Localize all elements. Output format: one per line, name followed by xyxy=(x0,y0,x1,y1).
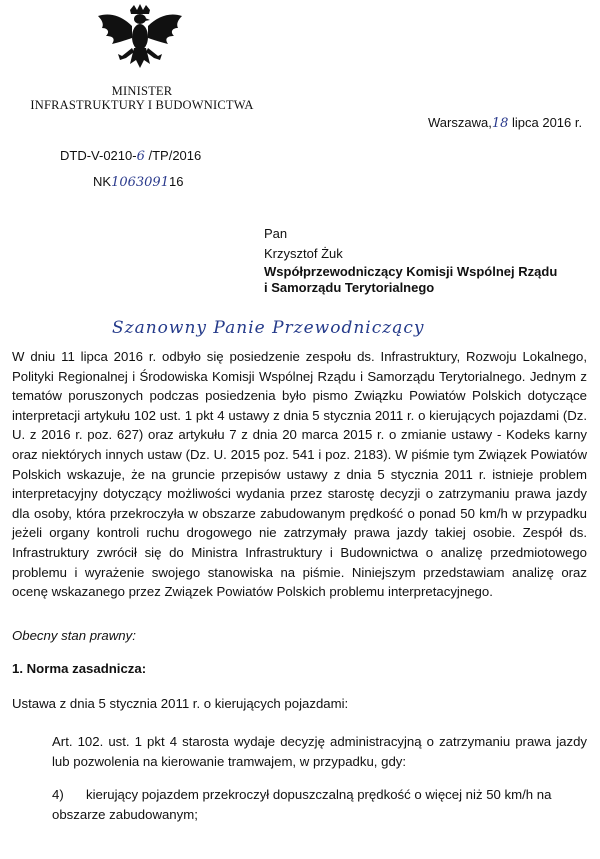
section-heading-1: 1. Norma zasadnicza: xyxy=(12,661,147,676)
nk-suffix: 16 xyxy=(168,174,184,189)
ministry-title: MINISTER xyxy=(111,84,173,98)
addressee-title-line2: i Samorządu Terytorialnego xyxy=(264,280,435,295)
act-line: Ustawa z dnia 5 stycznia 2011 r. o kierujących pojazdami: xyxy=(12,696,349,711)
handwritten-nk: 1063091 xyxy=(111,175,169,190)
article-text: Art. 102. ust. 1 pkt 4 starosta wydaje decyzję administracyjną o zatrzymaniu prawa jazdy lub pozwolenia na kierowanie tramwajem, w przypadku, gdy: xyxy=(52,734,587,769)
body-paragraph: W dniu 11 lipca 2016 r. odbyło się posiedzenie zespołu ds. Infrastruktury, Rozwoju Lokalnego, Polityki Regionalnej i Środowiska Komisji Wspólnej Rządu i Samorządu Terytorialnego. Jednym z tematów poruszonych podczas posiedzenia było pismo Związku Powiatów Polskich dotyczące interpretacji artykułu 102 ust. 1 pkt 4 ustawy z dnia 5 stycznia 2011 r. o kierujących pojazdami (Dz. U. z 2016 r. poz. 627) oraz artykułu 7 z dnia 20 marca 2015 r. o zmianie ustawy - Kodeks karny oraz niektórych innych ustaw (Dz. U. 2015 poz. 541 i poz. 2183). W piśmie tym Związek Powiatów Polskich wskazuje, że na gruncie przepisów ustawy z dnia 5 stycznia 2011 r. istnieje problem interpretacyjny dotyczący możliwości wydania przez starostę decyzji o zatrzymaniu prawa jazdy dla osoby, która przekroczyła w obszarze zabudowanym prędkość o ponad 50 km/h w przypadku jeżeli organy kontroli ruchu drogowego nie zatrzymały prawa jazdy takiej osobie. Zespół ds. Infrastruktury zwrócił się do Ministra Infrastruktury i Budownictwa o analizę przedmiotowego problemu i wyrażenie swojego stanowiska na piśmie. Niniejszym przedstawiam analizę oraz ocenę wskazanego przez Związek Powiatów Polskich problemu interpretacyjnego. xyxy=(12,349,587,600)
nk-prefix: NK xyxy=(93,174,112,189)
ministry-header xyxy=(22,84,262,112)
place-date xyxy=(428,115,582,131)
nk-number xyxy=(93,174,183,190)
ref-suffix: /TP/2016 xyxy=(148,148,202,163)
handwritten-ref: 6 xyxy=(136,149,145,164)
section-current-law: Obecny stan prawny: xyxy=(12,628,136,643)
ref-prefix: DTD-V-0210- xyxy=(60,148,137,163)
eagle-emblem-icon xyxy=(92,4,188,82)
addressee-title-line1: Współprzewodniczący Komisji Wspólnej Rządu xyxy=(264,264,558,279)
place: Warszawa, xyxy=(428,115,492,130)
addressee-title xyxy=(264,264,557,296)
addressee-salutation: Pan xyxy=(264,226,288,241)
list-item xyxy=(52,785,587,824)
date-rest: lipca 2016 r. xyxy=(511,115,583,130)
handwritten-day: 18 xyxy=(491,116,509,131)
item-text: kierujący pojazdem przekroczył dopuszczalną prędkość o więcej niż 50 km/h na obszarze zabudowanym; xyxy=(52,787,552,822)
ministry-name: INFRASTRUKTURY I BUDOWNICTWA xyxy=(30,98,254,112)
handwritten-greeting: Szanowny Panie Przewodniczący xyxy=(112,318,425,338)
item-number: 4) xyxy=(52,787,64,802)
reference-number xyxy=(60,148,201,164)
addressee-name: Krzysztof Żuk xyxy=(264,246,343,261)
